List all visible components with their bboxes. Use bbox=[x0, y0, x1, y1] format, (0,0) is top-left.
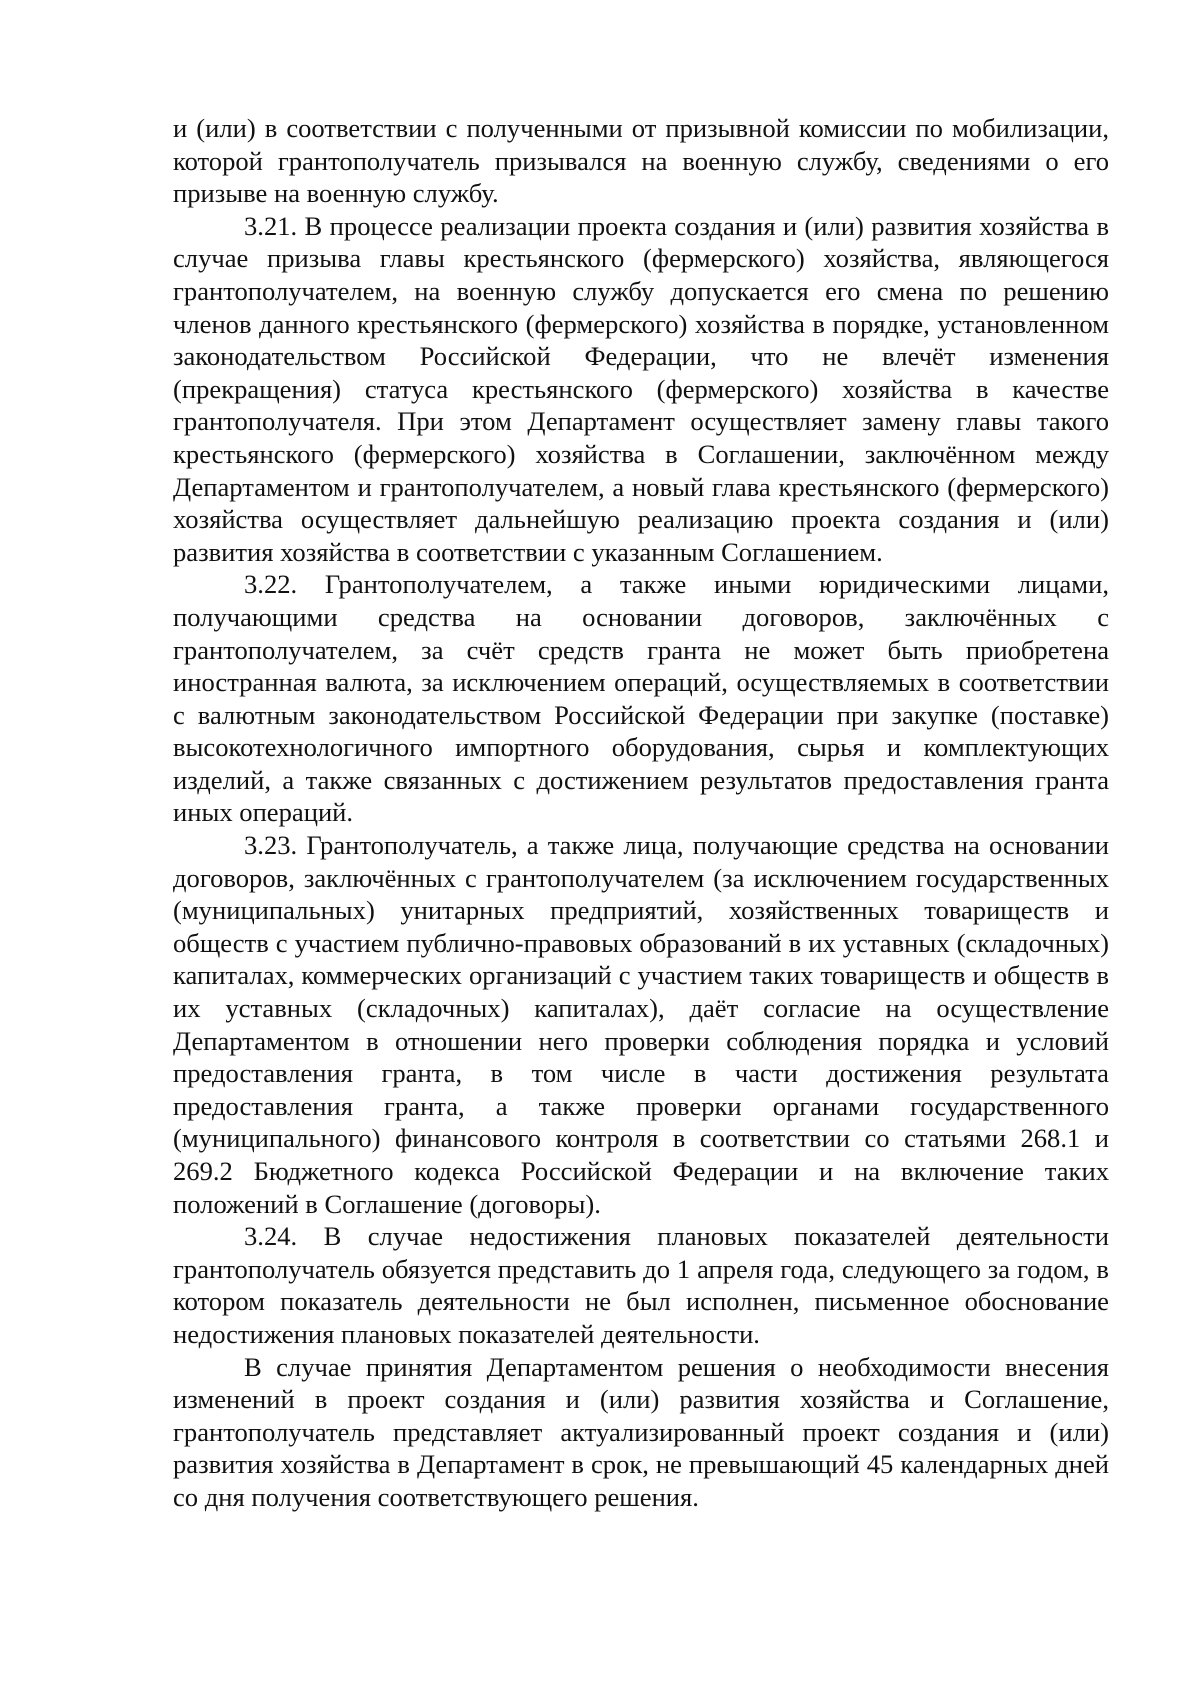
paragraph-continuation: и (или) в соответствии с полученными от призывной комиссии по мобилизации, которой грантополучатель призывался на военную службу, сведениями о его призыве на военную службу. bbox=[173, 113, 1109, 209]
paragraph-3-24: 3.24. В случае недостижения плановых показателей деятельности грантополучатель обязуется представить до 1 апреля года, следующего за годом, в котором показатель деятельности не был исполнен, письменное обоснование недостижения плановых показателей деятельности. bbox=[173, 1221, 1109, 1349]
document-page bbox=[173, 112, 1109, 1514]
paragraph-3-24-decision: В случае принятия Департаментом решения о необходимости внесения изменений в проект создания и (или) развития хозяйства и Соглашение, грантополучатель представляет актуализированный проект создания и (или) развития хозяйства в Департамент в срок, не превышающий 45 календарных дней со дня получения соответствующего решения. bbox=[173, 1351, 1109, 1512]
paragraph-3-22: 3.22. Грантополучателем, а также иными юридическими лицами, получающими средства на основании договоров, заключённых с грантополучателем, за счёт средств гранта не может быть приобретена иностранная валюта, за исключением операций, осуществляемых в соответствии с валютным законодательством Российской Федерации при закупке (поставке) высокотехнологичного импортного оборудования, сырья и комплектующих изделий, а также связанных с достижением результатов предоставления гранта иных операций. bbox=[173, 569, 1109, 828]
paragraph-3-21: 3.21. В процессе реализации проекта создания и (или) развития хозяйства в случае призыва главы крестьянского (фермерского) хозяйства, являющегося грантополучателем, на военную службу допускается его смена по решению членов данного крестьянского (фермерского) хозяйства в порядке, установленном законодательством Российской Федерации, что не влечёт изменения (прекращения) статуса крестьянского (фермерского) хозяйства в качестве грантополучателя. При этом Департамент осуществляет замену главы такого крестьянского (фермерского) хозяйства в Соглашении, заключённом между Департаментом и грантополучателем, а новый глава крестьянского (фермерского) хозяйства осуществляет дальнейшую реализацию проекта создания и (или) развития хозяйства в соответствии с указанным Соглашением. bbox=[173, 210, 1109, 567]
paragraph-3-23: 3.23. Грантополучатель, а также лица, получающие средства на основании договоров, заключённых с грантополучателем (за исключением государственных (муниципальных) унитарных предприятий, хозяйственных товариществ и обществ с участием публично-правовых образований в их уставных (складочных) капиталах, коммерческих организаций с участием таких товариществ и обществ в их уставных (складочных) капиталах), даёт согласие на осуществление Департаментом в отношении него проверки соблюдения порядка и условий предоставления гранта, в том числе в части достижения результата предоставления гранта, а также проверки органами государственного (муниципального) финансового контроля в соответствии со статьями 268.1 и 269.2 Бюджетного кодекса Российской Федерации и на включение таких положений в Соглашение (договоры). bbox=[173, 830, 1109, 1219]
